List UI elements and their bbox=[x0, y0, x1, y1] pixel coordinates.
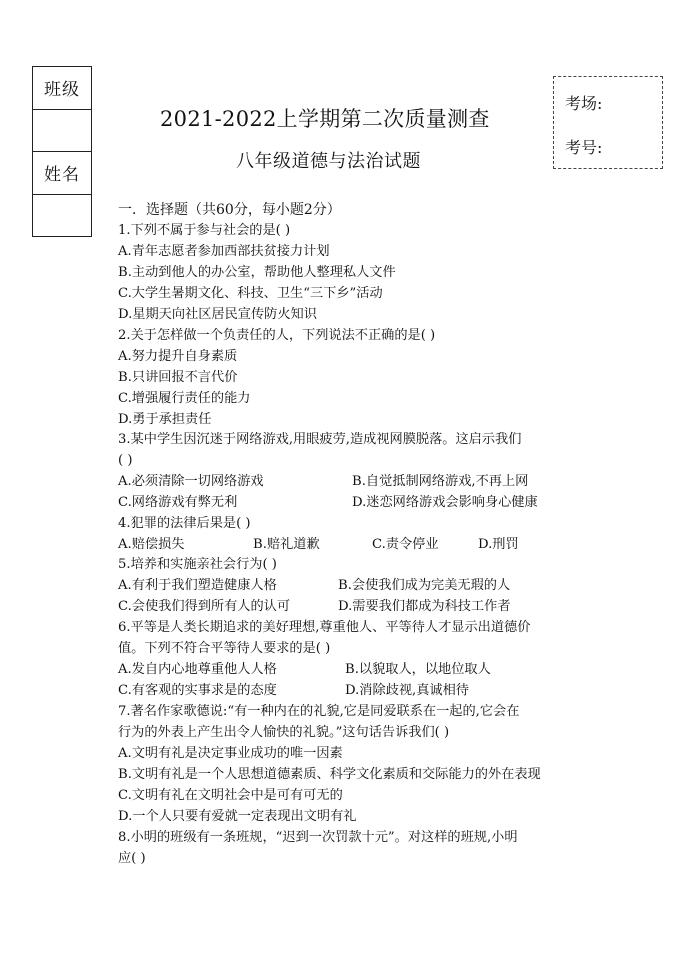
q3-option-a: A.必须清除一切网络游戏 bbox=[118, 474, 264, 489]
q4-option-c: C.责令停业 bbox=[372, 537, 439, 552]
q5-option-d: D.需要我们都成为科技工作者 bbox=[338, 599, 511, 614]
q7-option-b: B.文明有礼是一个人思想道德素质、科学文化素质和交际能力的外在表现 bbox=[118, 767, 541, 782]
class-blank bbox=[33, 110, 91, 153]
q5-option-a: A.有利于我们塑造健康人格 bbox=[118, 578, 277, 593]
q2-option-b: B.只讲回报不言代价 bbox=[118, 370, 238, 385]
class-name-box bbox=[32, 66, 92, 237]
q2-option-c: C.增强履行责任的能力 bbox=[118, 391, 251, 406]
q1-option-d: D.星期天向社区居民宣传防火知识 bbox=[118, 307, 317, 322]
q7-option-d: D.一个人只要有爱就一定表现出文明有礼 bbox=[118, 809, 357, 824]
q2-stem: 2.关于怎样做一个负责任的人，下列说法不正确的是( ) bbox=[118, 328, 436, 343]
q4-option-b: B.赔礼道歉 bbox=[253, 537, 320, 552]
q1-option-c: C.大学生暑期文化、科技、卫生“三下乡”活动 bbox=[118, 286, 383, 301]
q5-option-b: B.会使我们成为完美无瑕的人 bbox=[338, 578, 511, 593]
q6-option-d: D.消除歧视,真诚相待 bbox=[345, 683, 469, 698]
class-label: 班级 bbox=[33, 67, 91, 110]
section-heading: 一．选择题（共60分，每小题2分） bbox=[118, 202, 341, 218]
q4-option-a: A.赔偿损失 bbox=[118, 537, 185, 552]
q3-option-b: B.自觉抵制网络游戏,不再上网 bbox=[352, 474, 529, 489]
q1-option-a: A.青年志愿者参加西部扶贫接力计划 bbox=[118, 244, 330, 259]
q1-option-b: B.主动到他人的办公室，帮助他人整理私人文件 bbox=[118, 265, 396, 280]
exam-info-box bbox=[553, 76, 663, 169]
q8-stem-line1: 8.小明的班级有一条班规，“迟到一次罚款十元”。对这样的班规,小明 bbox=[118, 830, 518, 845]
q2-option-a: A.努力提升自身素质 bbox=[118, 349, 238, 364]
q7-stem-line1: 7.著名作家歌德说:“有一种内在的礼貌,它是同爱联系在一起的,它会在 bbox=[118, 704, 520, 719]
q5-stem: 5.培养和实施亲社会行为( ) bbox=[118, 557, 277, 572]
q3-stem-line1: 3.某中学生因沉迷于网络游戏,用眼疲劳,造成视网膜脱落。这启示我们 bbox=[118, 432, 522, 447]
q3-stem-line2: ( ) bbox=[118, 453, 133, 468]
q4-stem: 4.犯罪的法律后果是( ) bbox=[118, 516, 251, 531]
exam-room-label: 考场: bbox=[565, 94, 603, 113]
page-subtitle: 八年级道德与法治试题 bbox=[236, 151, 421, 172]
q5-option-c: C.会使我们得到所有人的认可 bbox=[118, 599, 291, 614]
q6-option-b: B.以貌取人，以地位取人 bbox=[345, 662, 491, 677]
q3-option-d: D.迷恋网络游戏会影响身心健康 bbox=[352, 495, 538, 510]
q2-option-d: D.勇于承担责任 bbox=[118, 412, 212, 427]
exam-number-label: 考号: bbox=[565, 138, 603, 157]
q4-option-d: D.刑罚 bbox=[478, 537, 519, 552]
page-title: 2021-2022上学期第二次质量测查 bbox=[160, 107, 490, 131]
q6-option-c: C.有客观的实事求是的态度 bbox=[118, 683, 277, 698]
q1-stem: 1.下列不属于参与社会的是( ) bbox=[118, 223, 291, 238]
name-blank bbox=[33, 195, 91, 238]
q6-stem-line1: 6.平等是人类长期追求的美好理想,尊重他人、平等待人才显示出道德价 bbox=[118, 620, 531, 635]
q3-option-c: C.网络游戏有弊无利 bbox=[118, 495, 238, 510]
q6-option-a: A.发自内心地尊重他人人格 bbox=[118, 662, 277, 677]
q7-option-a: A.文明有礼是决定事业成功的唯一因素 bbox=[118, 746, 343, 761]
q6-stem-line2: 值。下列不符合平等待人要求的是( ) bbox=[118, 641, 331, 656]
q8-stem-line2: 应( ) bbox=[118, 851, 146, 866]
name-label: 姓名 bbox=[33, 152, 91, 195]
q7-option-c: C.文明有礼在文明社会中是可有可无的 bbox=[118, 788, 343, 803]
q7-stem-line2: 行为的外表上产生出令人愉快的礼貌。”这句话告诉我们( ) bbox=[118, 725, 450, 740]
